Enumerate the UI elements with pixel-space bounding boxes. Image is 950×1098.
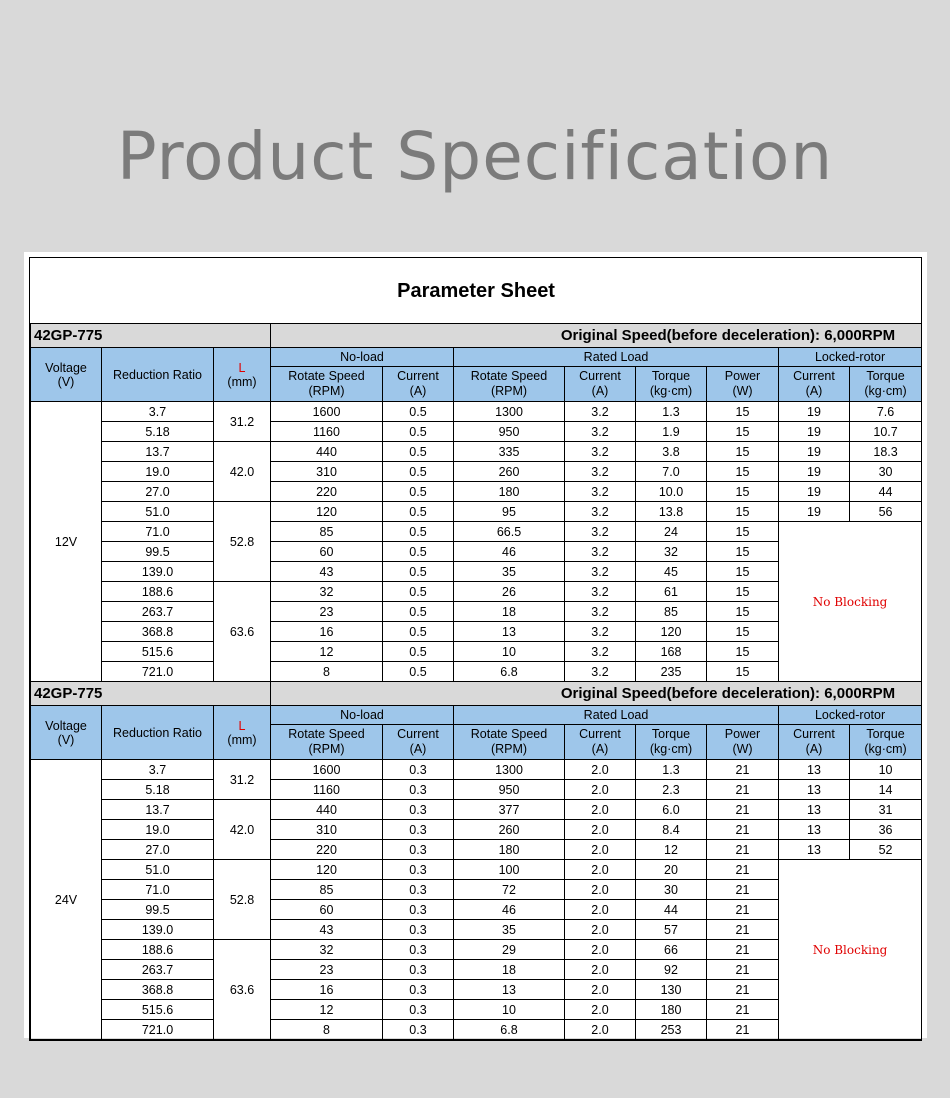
length-unit: (mm) <box>227 374 257 389</box>
no-load-speed-cell: 1600 <box>271 402 383 422</box>
sheet-title: Parameter Sheet <box>31 258 922 324</box>
locked-torque-cell: 52 <box>850 840 922 860</box>
rated-power-cell: 15 <box>707 522 779 542</box>
rated-current-cell: 2.0 <box>565 840 636 860</box>
rated-current-cell: 2.0 <box>565 920 636 940</box>
table-row <box>31 402 922 422</box>
no-load-current-cell: 0.3 <box>383 960 454 980</box>
table-row <box>31 422 922 442</box>
rated-current-cell: 2.0 <box>565 800 636 820</box>
rated-current-cell: 3.2 <box>565 642 636 662</box>
locked-torque-cell: 56 <box>850 502 922 522</box>
no-load-current-cell: 0.5 <box>383 402 454 422</box>
rated-current-cell: 2.0 <box>565 980 636 1000</box>
rated-current-cell: 3.2 <box>565 562 636 582</box>
rated-load-header: Rated Load <box>454 706 779 725</box>
no-load-speed-cell: 16 <box>271 980 383 1000</box>
torque-header: Torque (kg·cm) <box>636 725 707 760</box>
ratio-cell: 515.6 <box>102 1000 214 1020</box>
length-header <box>214 348 271 402</box>
no-load-speed-cell: 85 <box>271 880 383 900</box>
ratio-cell: 13.7 <box>102 442 214 462</box>
rated-power-cell: 15 <box>707 562 779 582</box>
ratio-cell: 515.6 <box>102 642 214 662</box>
no-load-current-cell: 0.5 <box>383 582 454 602</box>
voltage-label: Voltage <box>45 718 87 733</box>
rated-current-cell: 3.2 <box>565 442 636 462</box>
no-load-speed-cell: 440 <box>271 442 383 462</box>
rated-speed-cell: 46 <box>454 542 565 562</box>
rated-torque-cell: 66 <box>636 940 707 960</box>
no-load-speed-cell: 60 <box>271 900 383 920</box>
torque-header: Torque (kg·cm) <box>850 367 922 402</box>
rated-speed-cell: 35 <box>454 562 565 582</box>
ratio-cell: 139.0 <box>102 562 214 582</box>
rated-torque-cell: 24 <box>636 522 707 542</box>
rated-current-cell: 2.0 <box>565 860 636 880</box>
rated-power-cell: 21 <box>707 920 779 940</box>
current-header: Current (A) <box>383 367 454 402</box>
model-row <box>31 682 922 706</box>
rated-speed-cell: 95 <box>454 502 565 522</box>
rated-torque-cell: 168 <box>636 642 707 662</box>
length-cell: 63.6 <box>214 582 271 682</box>
no-load-current-cell: 0.3 <box>383 920 454 940</box>
rated-current-cell: 3.2 <box>565 462 636 482</box>
rated-speed-cell: 950 <box>454 780 565 800</box>
ratio-cell: 5.18 <box>102 780 214 800</box>
original-speed-note: Original Speed(before deceleration): 6,000RPM <box>271 682 922 706</box>
rated-power-cell: 21 <box>707 860 779 880</box>
rated-current-cell: 2.0 <box>565 1000 636 1020</box>
rated-speed-cell: 29 <box>454 940 565 960</box>
locked-torque-cell: 14 <box>850 780 922 800</box>
table-row <box>31 800 922 820</box>
no-load-current-cell: 0.3 <box>383 760 454 780</box>
rated-speed-cell: 18 <box>454 602 565 622</box>
rated-speed-cell: 180 <box>454 482 565 502</box>
no-load-current-cell: 0.3 <box>383 840 454 860</box>
ratio-cell: 139.0 <box>102 920 214 940</box>
rated-torque-cell: 32 <box>636 542 707 562</box>
rated-torque-cell: 92 <box>636 960 707 980</box>
no-load-speed-cell: 12 <box>271 1000 383 1020</box>
locked-torque-cell: 30 <box>850 462 922 482</box>
table-row <box>31 760 922 780</box>
rated-power-cell: 15 <box>707 502 779 522</box>
no-load-speed-cell: 1600 <box>271 760 383 780</box>
model-row <box>31 324 922 348</box>
rated-speed-cell: 13 <box>454 980 565 1000</box>
no-load-current-cell: 0.3 <box>383 780 454 800</box>
torque-header: Torque (kg·cm) <box>850 725 922 760</box>
parameter-sheet <box>24 252 927 1038</box>
locked-torque-cell: 10.7 <box>850 422 922 442</box>
ratio-cell: 263.7 <box>102 960 214 980</box>
locked-current-cell: 19 <box>779 462 850 482</box>
rated-torque-cell: 85 <box>636 602 707 622</box>
rated-speed-cell: 100 <box>454 860 565 880</box>
table-row <box>31 442 922 462</box>
ratio-cell: 721.0 <box>102 1020 214 1040</box>
model-name: 42GP-775 <box>31 682 271 706</box>
ratio-cell: 3.7 <box>102 760 214 780</box>
locked-current-cell: 13 <box>779 780 850 800</box>
rated-speed-cell: 66.5 <box>454 522 565 542</box>
rated-torque-cell: 44 <box>636 900 707 920</box>
ratio-cell: 19.0 <box>102 820 214 840</box>
rated-speed-cell: 260 <box>454 462 565 482</box>
no-load-speed-cell: 32 <box>271 582 383 602</box>
rated-speed-cell: 180 <box>454 840 565 860</box>
no-load-current-cell: 0.3 <box>383 1020 454 1040</box>
table-row <box>31 820 922 840</box>
length-cell: 52.8 <box>214 502 271 582</box>
no-load-speed-cell: 16 <box>271 622 383 642</box>
rated-torque-cell: 61 <box>636 582 707 602</box>
no-load-current-cell: 0.3 <box>383 1000 454 1020</box>
rated-speed-cell: 1300 <box>454 760 565 780</box>
no-load-speed-cell: 120 <box>271 860 383 880</box>
torque-header: Torque (kg·cm) <box>636 367 707 402</box>
locked-rotor-header: Locked-rotor <box>779 348 922 367</box>
no-load-speed-cell: 1160 <box>271 422 383 442</box>
original-speed-note: Original Speed(before deceleration): 6,000RPM <box>271 324 922 348</box>
locked-current-cell: 19 <box>779 402 850 422</box>
ratio-cell: 188.6 <box>102 940 214 960</box>
rated-power-cell: 21 <box>707 800 779 820</box>
rated-current-cell: 3.2 <box>565 662 636 682</box>
spec-table <box>30 258 922 1040</box>
rated-speed-cell: 6.8 <box>454 1020 565 1040</box>
ratio-cell: 721.0 <box>102 662 214 682</box>
rated-torque-cell: 45 <box>636 562 707 582</box>
ratio-cell: 188.6 <box>102 582 214 602</box>
rated-speed-cell: 35 <box>454 920 565 940</box>
rated-power-cell: 21 <box>707 900 779 920</box>
no-load-speed-cell: 440 <box>271 800 383 820</box>
rated-power-cell: 21 <box>707 820 779 840</box>
ratio-cell: 5.18 <box>102 422 214 442</box>
rated-torque-cell: 235 <box>636 662 707 682</box>
no-load-current-cell: 0.3 <box>383 900 454 920</box>
ratio-cell: 19.0 <box>102 462 214 482</box>
no-load-speed-cell: 60 <box>271 542 383 562</box>
rated-power-cell: 21 <box>707 960 779 980</box>
rated-power-cell: 15 <box>707 422 779 442</box>
length-cell: 31.2 <box>214 402 271 442</box>
no-load-current-cell: 0.3 <box>383 940 454 960</box>
rated-power-cell: 15 <box>707 582 779 602</box>
locked-current-cell: 13 <box>779 800 850 820</box>
power-header: Power (W) <box>707 725 779 760</box>
rated-speed-cell: 10 <box>454 642 565 662</box>
no-load-current-cell: 0.3 <box>383 800 454 820</box>
rated-current-cell: 2.0 <box>565 880 636 900</box>
voltage-unit: (V) <box>57 374 75 389</box>
rated-speed-cell: 72 <box>454 880 565 900</box>
no-load-current-cell: 0.5 <box>383 602 454 622</box>
rated-torque-cell: 6.0 <box>636 800 707 820</box>
rated-load-header: Rated Load <box>454 348 779 367</box>
ratio-cell: 51.0 <box>102 860 214 880</box>
no-load-speed-cell: 220 <box>271 482 383 502</box>
no-load-speed-cell: 310 <box>271 462 383 482</box>
rated-torque-cell: 130 <box>636 980 707 1000</box>
voltage-label: Voltage <box>45 360 87 375</box>
rated-torque-cell: 3.8 <box>636 442 707 462</box>
no-load-current-cell: 0.5 <box>383 542 454 562</box>
locked-current-cell: 13 <box>779 820 850 840</box>
length-unit: (mm) <box>227 732 257 747</box>
rated-power-cell: 21 <box>707 1000 779 1020</box>
rated-current-cell: 3.2 <box>565 602 636 622</box>
rated-torque-cell: 8.4 <box>636 820 707 840</box>
ratio-cell: 71.0 <box>102 880 214 900</box>
rated-speed-cell: 18 <box>454 960 565 980</box>
no-load-current-cell: 0.3 <box>383 980 454 1000</box>
table-row <box>31 462 922 482</box>
rated-torque-cell: 2.3 <box>636 780 707 800</box>
locked-current-cell: 19 <box>779 442 850 462</box>
rated-power-cell: 15 <box>707 462 779 482</box>
rated-speed-cell: 46 <box>454 900 565 920</box>
rated-power-cell: 21 <box>707 760 779 780</box>
no-load-speed-cell: 85 <box>271 522 383 542</box>
rated-torque-cell: 30 <box>636 880 707 900</box>
ratio-cell: 99.5 <box>102 542 214 562</box>
rated-power-cell: 15 <box>707 542 779 562</box>
current-header: Current (A) <box>565 725 636 760</box>
no-load-current-cell: 0.5 <box>383 482 454 502</box>
no-load-speed-cell: 32 <box>271 940 383 960</box>
length-cell: 42.0 <box>214 800 271 860</box>
no-load-speed-cell: 43 <box>271 562 383 582</box>
no-load-current-cell: 0.5 <box>383 502 454 522</box>
length-cell: 52.8 <box>214 860 271 940</box>
no-blocking-cell: No Blocking <box>779 522 922 682</box>
rated-power-cell: 21 <box>707 940 779 960</box>
no-load-current-cell: 0.5 <box>383 562 454 582</box>
rated-current-cell: 2.0 <box>565 900 636 920</box>
length-label: L <box>238 360 246 375</box>
rated-current-cell: 2.0 <box>565 780 636 800</box>
locked-torque-cell: 10 <box>850 760 922 780</box>
no-load-speed-cell: 220 <box>271 840 383 860</box>
ratio-cell: 368.8 <box>102 622 214 642</box>
rated-current-cell: 3.2 <box>565 542 636 562</box>
length-header <box>214 706 271 760</box>
rated-speed-cell: 10 <box>454 1000 565 1020</box>
reduction-ratio-header: Reduction Ratio <box>102 348 214 402</box>
rated-torque-cell: 12 <box>636 840 707 860</box>
rated-current-cell: 3.2 <box>565 522 636 542</box>
no-load-speed-cell: 8 <box>271 662 383 682</box>
power-header: Power (W) <box>707 367 779 402</box>
rated-current-cell: 3.2 <box>565 622 636 642</box>
no-load-current-cell: 0.5 <box>383 642 454 662</box>
no-load-current-cell: 0.3 <box>383 880 454 900</box>
rated-torque-cell: 1.9 <box>636 422 707 442</box>
no-load-speed-cell: 310 <box>271 820 383 840</box>
no-load-current-cell: 0.5 <box>383 662 454 682</box>
current-header: Current (A) <box>779 725 850 760</box>
no-load-header: No-load <box>271 706 454 725</box>
rotate-speed-header: Rotate Speed (RPM) <box>454 725 565 760</box>
rotate-speed-header: Rotate Speed (RPM) <box>454 367 565 402</box>
rotate-speed-header: Rotate Speed (RPM) <box>271 367 383 402</box>
rated-power-cell: 15 <box>707 482 779 502</box>
rated-power-cell: 21 <box>707 980 779 1000</box>
rated-torque-cell: 120 <box>636 622 707 642</box>
no-load-header: No-load <box>271 348 454 367</box>
rotate-speed-header: Rotate Speed (RPM) <box>271 725 383 760</box>
rated-torque-cell: 1.3 <box>636 760 707 780</box>
rated-power-cell: 15 <box>707 442 779 462</box>
voltage-unit: (V) <box>57 732 75 747</box>
rated-speed-cell: 6.8 <box>454 662 565 682</box>
locked-rotor-header: Locked-rotor <box>779 706 922 725</box>
ratio-cell: 99.5 <box>102 900 214 920</box>
rated-torque-cell: 20 <box>636 860 707 880</box>
no-load-speed-cell: 43 <box>271 920 383 940</box>
no-load-current-cell: 0.3 <box>383 860 454 880</box>
reduction-ratio-header: Reduction Ratio <box>102 706 214 760</box>
rated-speed-cell: 26 <box>454 582 565 602</box>
no-load-current-cell: 0.5 <box>383 622 454 642</box>
rated-power-cell: 21 <box>707 880 779 900</box>
current-header: Current (A) <box>779 367 850 402</box>
rated-torque-cell: 13.8 <box>636 502 707 522</box>
locked-current-cell: 19 <box>779 482 850 502</box>
rated-torque-cell: 10.0 <box>636 482 707 502</box>
table-row <box>31 482 922 502</box>
ratio-cell: 368.8 <box>102 980 214 1000</box>
table-row <box>31 780 922 800</box>
rated-torque-cell: 7.0 <box>636 462 707 482</box>
voltage-cell: 12V <box>31 402 102 682</box>
ratio-cell: 51.0 <box>102 502 214 522</box>
no-load-speed-cell: 120 <box>271 502 383 522</box>
no-load-speed-cell: 1160 <box>271 780 383 800</box>
locked-current-cell: 13 <box>779 760 850 780</box>
rated-speed-cell: 950 <box>454 422 565 442</box>
voltage-header <box>31 706 102 760</box>
current-header: Current (A) <box>565 367 636 402</box>
rated-power-cell: 15 <box>707 402 779 422</box>
rated-current-cell: 2.0 <box>565 760 636 780</box>
rated-torque-cell: 180 <box>636 1000 707 1020</box>
rated-speed-cell: 335 <box>454 442 565 462</box>
page-title: Product Specification <box>116 118 834 195</box>
rated-power-cell: 21 <box>707 1020 779 1040</box>
locked-torque-cell: 31 <box>850 800 922 820</box>
rated-current-cell: 3.2 <box>565 502 636 522</box>
rated-current-cell: 3.2 <box>565 482 636 502</box>
rated-power-cell: 15 <box>707 602 779 622</box>
current-header: Current (A) <box>383 725 454 760</box>
ratio-cell: 71.0 <box>102 522 214 542</box>
rated-speed-cell: 13 <box>454 622 565 642</box>
rated-power-cell: 21 <box>707 780 779 800</box>
locked-torque-cell: 36 <box>850 820 922 840</box>
ratio-cell: 27.0 <box>102 482 214 502</box>
no-load-speed-cell: 23 <box>271 960 383 980</box>
rated-speed-cell: 260 <box>454 820 565 840</box>
rated-current-cell: 3.2 <box>565 422 636 442</box>
rated-torque-cell: 1.3 <box>636 402 707 422</box>
ratio-cell: 3.7 <box>102 402 214 422</box>
rated-power-cell: 15 <box>707 622 779 642</box>
ratio-cell: 263.7 <box>102 602 214 622</box>
table-row <box>31 860 922 880</box>
rated-current-cell: 2.0 <box>565 940 636 960</box>
no-load-current-cell: 0.5 <box>383 462 454 482</box>
rated-current-cell: 2.0 <box>565 820 636 840</box>
table-row <box>31 522 922 542</box>
ratio-cell: 27.0 <box>102 840 214 860</box>
rated-power-cell: 21 <box>707 840 779 860</box>
model-name: 42GP-775 <box>31 324 271 348</box>
no-load-current-cell: 0.5 <box>383 442 454 462</box>
rated-current-cell: 2.0 <box>565 1020 636 1040</box>
rated-power-cell: 15 <box>707 662 779 682</box>
voltage-cell: 24V <box>31 760 102 1040</box>
rated-current-cell: 2.0 <box>565 960 636 980</box>
locked-current-cell: 19 <box>779 422 850 442</box>
voltage-header <box>31 348 102 402</box>
locked-current-cell: 13 <box>779 840 850 860</box>
no-blocking-cell: No Blocking <box>779 860 922 1040</box>
no-load-speed-cell: 23 <box>271 602 383 622</box>
rated-speed-cell: 377 <box>454 800 565 820</box>
ratio-cell: 13.7 <box>102 800 214 820</box>
locked-torque-cell: 18.3 <box>850 442 922 462</box>
locked-torque-cell: 7.6 <box>850 402 922 422</box>
no-load-current-cell: 0.5 <box>383 422 454 442</box>
no-load-current-cell: 0.3 <box>383 820 454 840</box>
locked-torque-cell: 44 <box>850 482 922 502</box>
no-load-speed-cell: 8 <box>271 1020 383 1040</box>
length-cell: 31.2 <box>214 760 271 800</box>
rated-torque-cell: 57 <box>636 920 707 940</box>
rated-torque-cell: 253 <box>636 1020 707 1040</box>
rated-power-cell: 15 <box>707 642 779 662</box>
locked-current-cell: 19 <box>779 502 850 522</box>
no-load-speed-cell: 12 <box>271 642 383 662</box>
no-load-current-cell: 0.5 <box>383 522 454 542</box>
table-row <box>31 840 922 860</box>
rated-current-cell: 3.2 <box>565 582 636 602</box>
length-label: L <box>238 718 246 733</box>
length-cell: 42.0 <box>214 442 271 502</box>
table-row <box>31 502 922 522</box>
rated-speed-cell: 1300 <box>454 402 565 422</box>
rated-current-cell: 3.2 <box>565 402 636 422</box>
length-cell: 63.6 <box>214 940 271 1040</box>
